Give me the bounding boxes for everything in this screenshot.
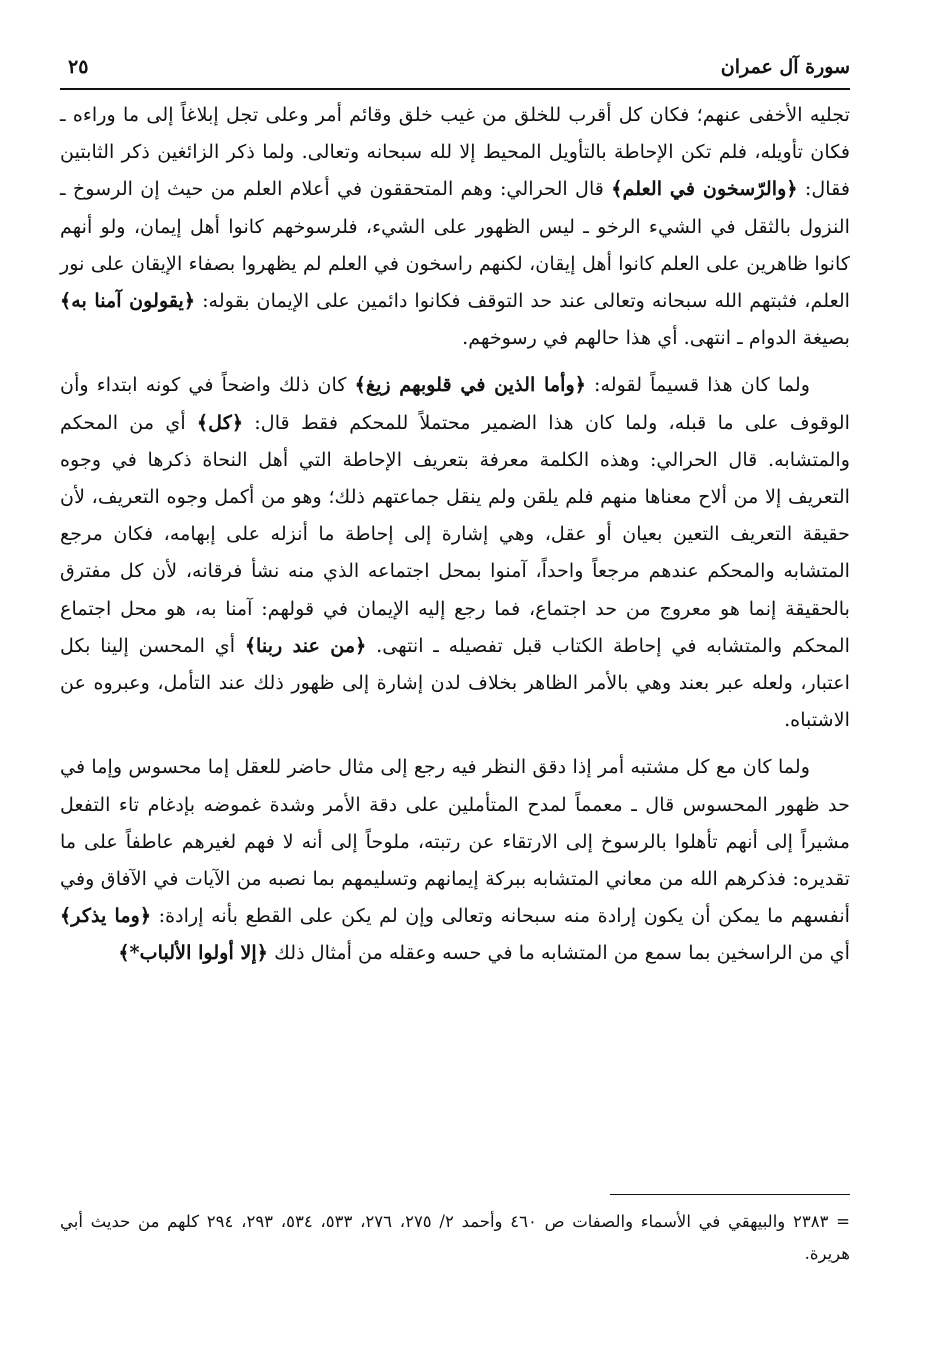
paragraph <box>60 366 850 738</box>
surah-title: سورة آل عمران <box>720 56 850 78</box>
paragraph <box>60 96 850 356</box>
quran-quote: ﴿وما يذكر﴾ <box>60 904 152 928</box>
text-segment: قال الحرالي: وهم المتحققون في أعلام العلم من حيث إن الرسوخ ـ النزول بالثقل في الشيء الرخو ـ ليس الظهور على الشيء، فلرسوخهم كانوا أهل إيمان، ولو أنهم كانوا ظاهرين على العلم كانوا أهل إيقان، لكنهم راسخون في العلم لم يظهروا بصفاء الإيقان على نور العلم، فثبتهم الله سبحانه وتعالى عند حد التوقف فكانوا دائمين على الإيمان بقوله: <box>60 177 851 313</box>
quran-quote: ﴿يقولون آمنا به﴾ <box>60 289 196 313</box>
quran-quote: ﴿إلا أولوا الألباب*﴾ <box>118 941 268 965</box>
footnote-rule <box>610 1194 850 1195</box>
text-segment: تجليه الأخفى عنهم؛ فكان كل أقرب للخلق من غيب خلق وقائم أمر وعلى تجل إبلاغاً إلى ما وراءه ـ فكان تأويله، فلم تكن الإحاطة بالتأويل المحيط إلا لله سبحانه وتعالى. ولما ذكر الزائغين ذكر الثابتين فقال: <box>60 103 851 201</box>
quran-quote: ﴿كل﴾ <box>196 410 244 434</box>
page-header <box>60 52 850 86</box>
header-rule <box>60 88 850 90</box>
quran-quote: ﴿وأما الذين في قلوبهم زيغ﴾ <box>354 373 586 397</box>
paragraph <box>60 748 850 971</box>
book-page <box>60 52 850 1322</box>
footnote: = ٢٣٨٣ والبيهقي في الأسماء والصفات ص ٤٦٠ وأحمد ٢/ ٢٧٥، ٢٧٦، ٥٣٣، ٥٣٤، ٢٩٣، ٢٩٤ كلهم من حديث أبي هريرة. <box>60 1212 850 1263</box>
text-segment: ولما كان هذا قسيماً لقوله: <box>585 373 810 397</box>
quran-quote: ﴿والرّسخون في العلم﴾ <box>611 177 798 201</box>
text-segment: ولما كان مع كل مشتبه أمر إذا دقق النظر فيه رجع إلى مثال حاضر للعقل إما محسوس وإما في حد ظهور المحسوس قال ـ معمماً لمدح المتأملين على دقة الأمر وشدة غموضه بإدغام تاء التفعل مشيراً إلى أنهم تأهلوا بالرسوخ إلى الارتقاء عن رتبته، ملوحاً إلى أنه لا فهم لغيرهم عاطفاً على ما تقديره: فذكرهم الله من معاني المتشابه ببركة إيمانهم وتسليمهم بما نصبه من الآيات في الآفاق وفي أنفسهم ما يمكن أن يكون إرادة منه سبحانه وتعالى وإن لم يكن على القطع بأنه إرادة: <box>60 755 850 928</box>
footnotes <box>60 1206 850 1270</box>
page-number: ٢٥ <box>68 56 89 78</box>
quran-quote: ﴿من عند ربنا﴾ <box>244 633 367 657</box>
main-text <box>60 96 850 972</box>
text-segment: بصيغة الدوام ـ انتهى. أي هذا حالهم في رسوخهم. <box>462 326 850 350</box>
text-segment: أي من الراسخين بما سمع من المتشابه ما في حسه وعقله من أمثال ذلك <box>267 941 850 965</box>
text-segment: أي من المحكم والمتشابه. قال الحرالي: وهذه الكلمة معرفة بتعريف الإحاطة التي أهل النحاة ذكرها في وجوه التعريف إلا من ألاح معناها منهم فلم يلقن ولم ينقل جماعتهم ذلك؛ وهو من أكمل وجوه التعريف، لأن حقيقة التعريف التعين بعيان أو عقل، وهي إشارة إلى إحاطة ما أنزله على إبهامه، فكان مرجع المتشابه والمحكم عندهم مرجعاً واحداً، آمنوا بمحل اجتماعه الذي منه نشأ فرقانه، لأن كل مفترق بالحقيقة إنما هو معروج من حد اجتماع، فما رجع إليه الإيمان في قولهم: آمنا به، هو محل اجتماع المحكم والمتشابه في إحاطة الكتاب قبل تفصيله ـ انتهى. <box>60 410 850 657</box>
text-segment: أي المحسن إلينا بكل اعتبار، ولعله عبر بعند وهي بالأمر الظاهر بخلاف لدن إشارة إلى ظهور ذلك عند التأمل، وعبروه عن الاشتباه. <box>60 633 850 732</box>
text-segment: كان ذلك واضحاً في كونه ابتداء وأن الوقوف على ما قبله، ولما كان هذا الضمير محتملاً للمحكم فقط قال: <box>60 373 850 434</box>
